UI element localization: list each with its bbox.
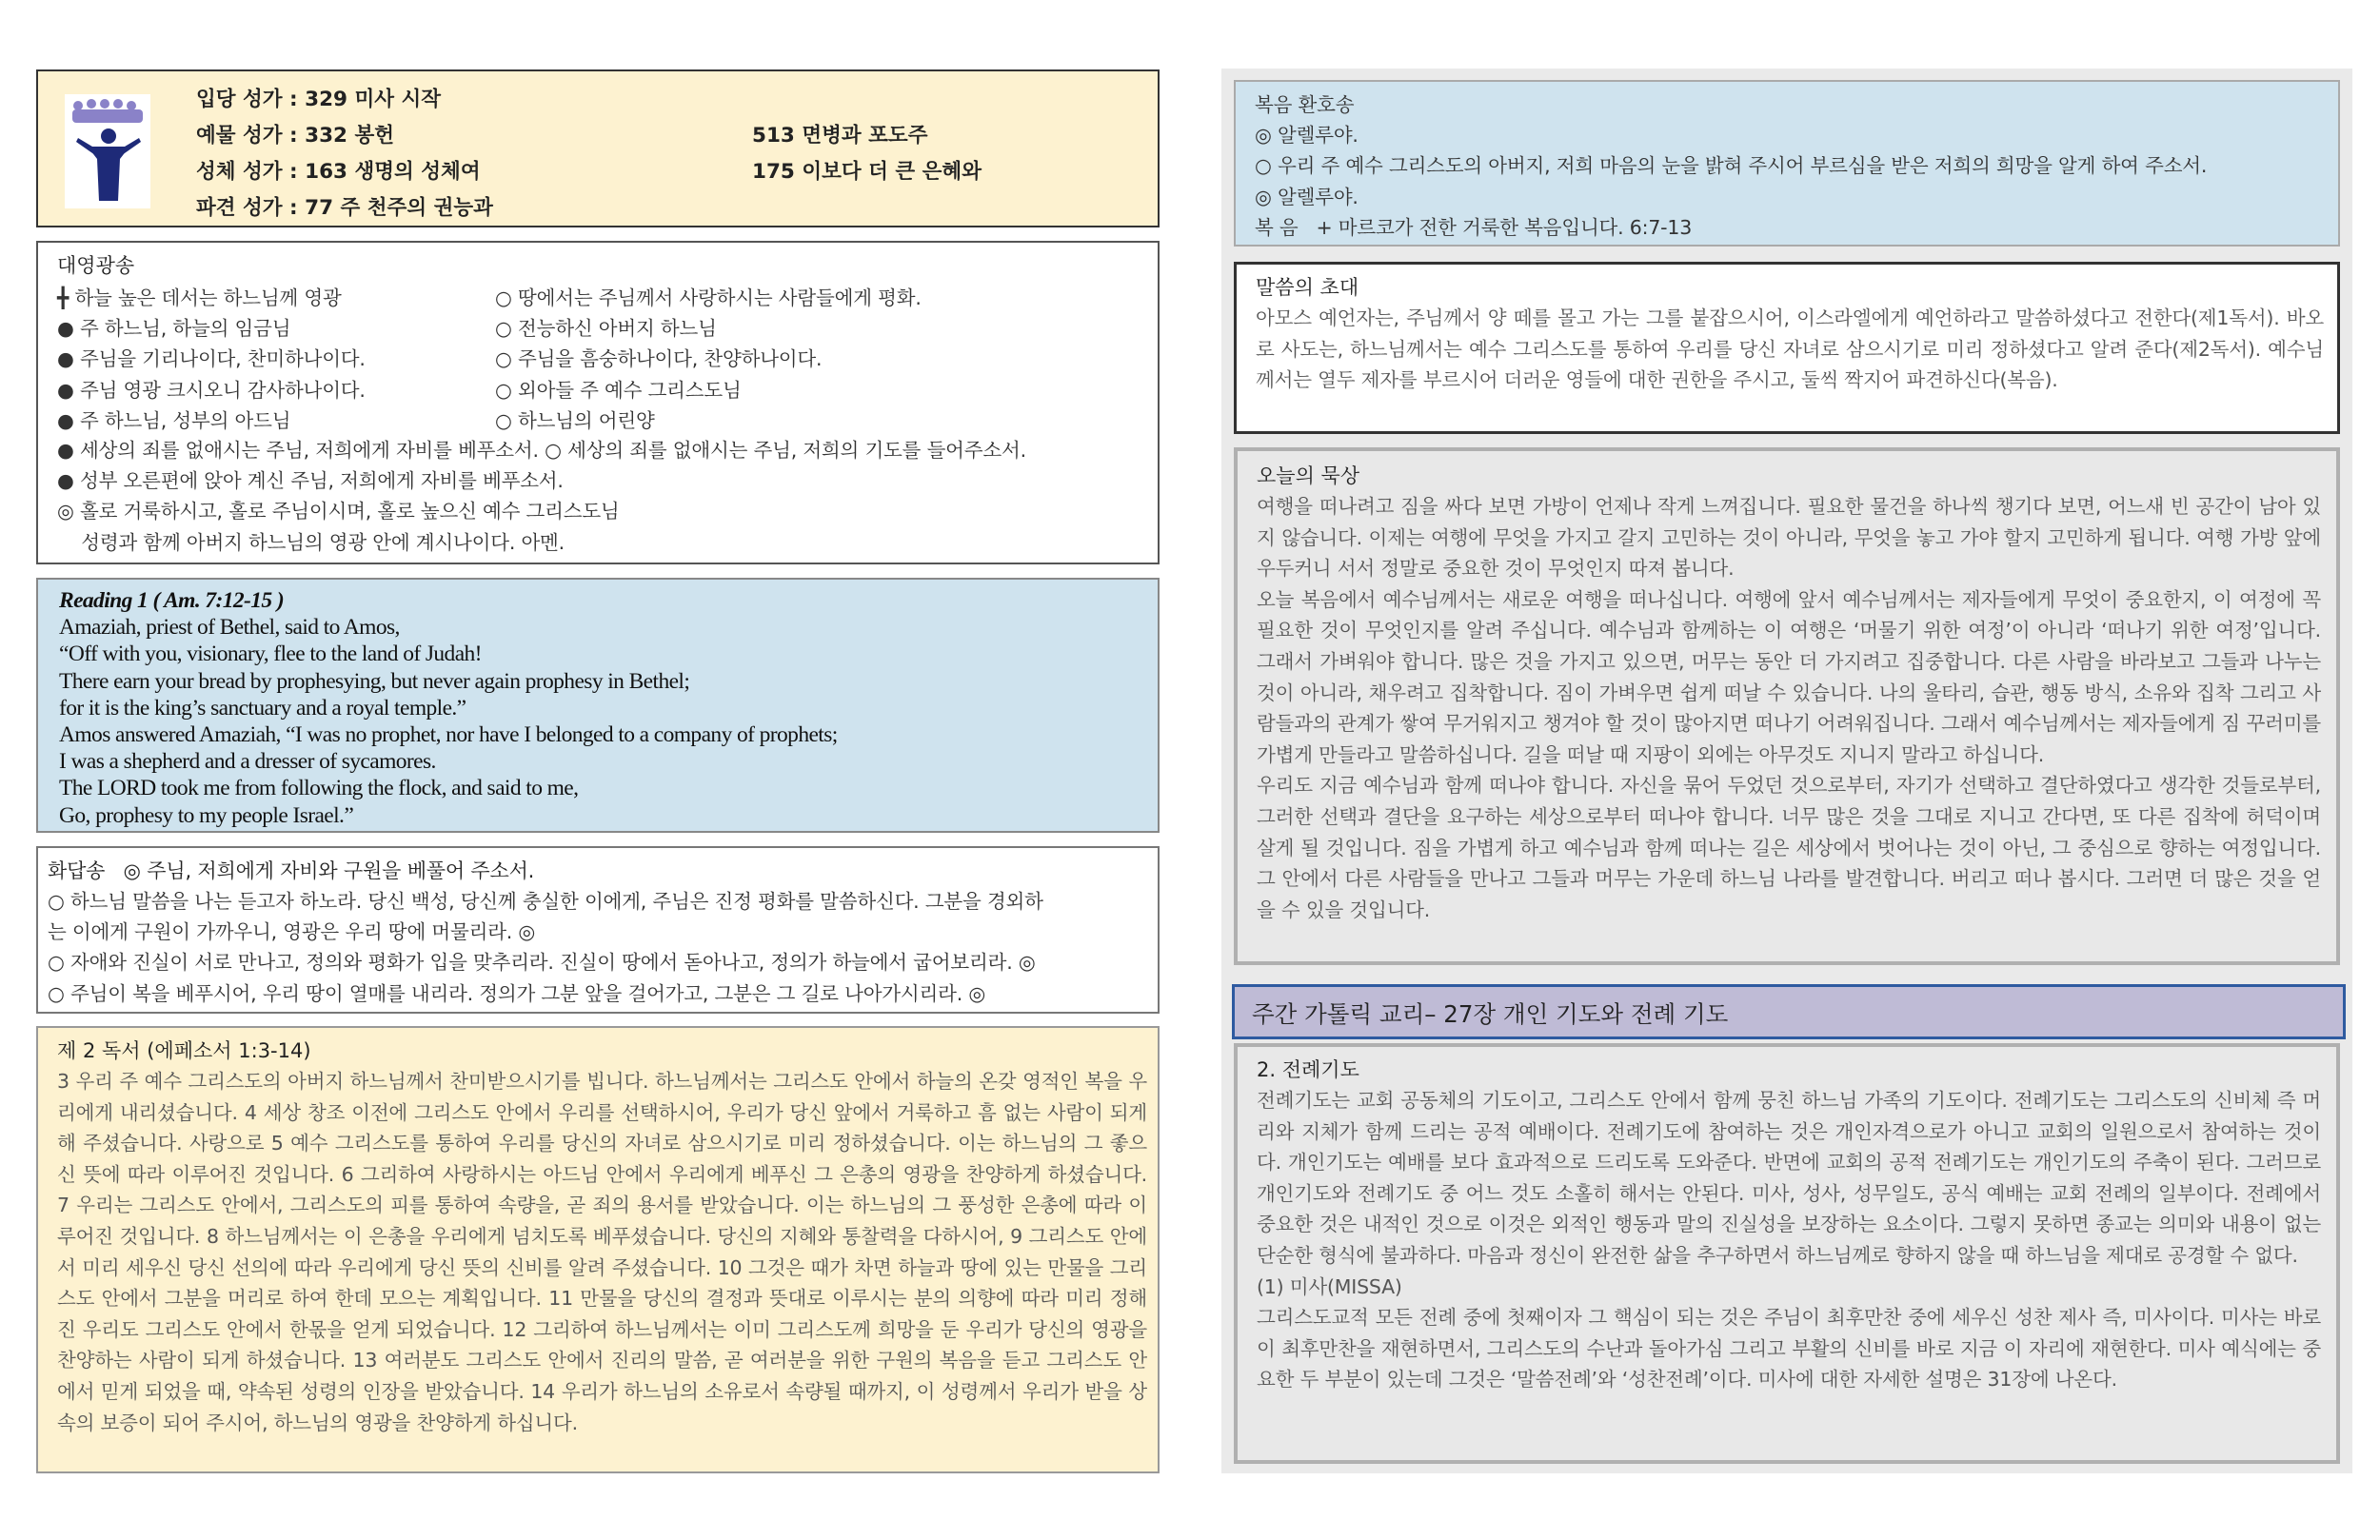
catechism-header-text: 주간 가톨릭 교리– 27장 개인 기도와 전례 기도 <box>1252 1000 1729 1028</box>
gospel-line: 복 음 + 마르코가 전한 거룩한 복음입니다. 6:7-13 <box>1255 215 1693 239</box>
gloria-line: ● 세상의 죄를 없애시는 주님, 저희에게 자비를 베푸소서. ○ 세상의 죄를 없애시는 주님, 저희의 기도를 들어주소서. <box>57 439 1026 462</box>
hymn-offertory-2: 513 면병과 포도주 <box>752 124 928 148</box>
reading1-line: Go, prophesy to my people Israel.” <box>59 802 354 828</box>
reading1-line: The LORD took me from following the flock, and said to me, <box>59 776 579 801</box>
gospel-line: ○ 우리 주 예수 그리스도의 아버지, 저희 마음의 눈을 밝혀 주시어 부르심을 받은 저희의 희망을 알게 하여 주소서. <box>1255 154 2208 178</box>
gospel-line: ◎ 알렐루야. <box>1255 185 1359 208</box>
gloria-line: ○ 전능하신 아버지 하느님 <box>495 317 717 341</box>
reading2-title: 제 2 독서 (에페소서 1:3-14) <box>57 1039 311 1062</box>
catechism-box <box>1234 1043 2340 1464</box>
reading1-box <box>36 578 1160 833</box>
reading1-line: Amaziah, priest of Bethel, said to Amos, <box>59 615 400 641</box>
gospel-line: 복음 환호송 <box>1255 93 1355 116</box>
psalm-box <box>36 846 1160 1014</box>
gloria-line: ○ 땅에서는 주님께서 사랑하시는 사람들에게 평화. <box>495 286 922 309</box>
meditation-paragraph: 여행을 떠나려고 짐을 싸다 보면 가방이 언제나 작게 느껴집니다. 필요한 물건을 하나씩 챙기다 보면, 어느새 빈 공간이 남아 있지 않습니다. 이제는 여행에 무엇을 가지고 갈지 고민하는 것이 아니라, 무엇을 놓고 가야 할지 고민하게 됩니다. 여행 가방 앞에 우두커니 서서 정말로 중요한 것이 무엇인지 따져 봅니다. <box>1257 495 2321 581</box>
reading1-line: “Off with you, visionary, flee to the land of Judah! <box>59 642 482 667</box>
catechism-paragraph: 그리스도교적 모든 전례 중에 첫째이자 그 핵심이 되는 것은 주님이 최후만찬 중에 세우신 성찬 제사 즉, 미사이다. 미사는 바로 이 최후만찬을 재현하면서, 그리스도의 수난과 돌아가심 그리고 부활의 신비를 바로 지금 이 자리에 재현한다. 미사 예식에는 중요한 두 부분이 있는데 그것은 ‘말씀전례’와 ‘성찬전례’이다. 미사에 대한 자세한 설명은 31장에 나온다. <box>1257 1306 2321 1392</box>
hymn-entrance: 입당 성가 : 329 미사 시작 <box>196 88 442 111</box>
hymn-communion-2: 175 이보다 더 큰 은혜와 <box>752 160 982 184</box>
reading1-line: Amos answered Amaziah, “I was no prophet, nor have I belonged to a company of prophets; <box>59 722 838 748</box>
psalm-line: 는 이에게 구원이 가까우니, 영광은 우리 땅에 머물리라. ◎ <box>48 920 536 944</box>
psalm-line: ○ 주님이 복을 베푸시어, 우리 땅이 열매를 내리라. 정의가 그분 앞을 걸어가고, 그분은 그 길로 나아가시리라. ◎ <box>48 981 986 1005</box>
meditation-paragraph: 오늘 복음에서 예수님께서는 새로운 여행을 떠나십니다. 여행에 앞서 예수님께서는 제자들에게 무엇이 중요한지, 이 여정에 꼭 필요한 것이 무엇인지를 알려 주십니다. 예수님과 함께하는 이 여행은 ‘머물기 위한 여정’이 아니라 ‘떠나기 위한 여정’입니다. 그래서 가벼워야 합니다. 많은 것을 가지고 있으면, 머무는 동안 더 가지려고 집중합니다. 다른 사람을 바라보고 그들과 나누는 것이 아니라, 채우려고 집착합니다. 짐이 가벼우면 쉽게 떠날 수 있습니다. 나의 울타리, 습관, 행동 방식, 소유와 집착 그리고 사람들과의 관계가 쌓여 무거워지고 챙겨야 할 것이 많아지면 떠나기 어려워집니다. 그래서 예수님께서는 제자들에게 짐 꾸러미를 가볍게 만들라고 말씀하십니다. 길을 떠날 때 지팡이 외에는 아무것도 지니지 말라고 하십니다. <box>1257 587 2321 766</box>
meditation-paragraph: 우리도 지금 예수님과 함께 떠나야 합니다. 자신을 묶어 두었던 것으로부터, 자기가 선택하고 결단하였다고 생각한 것들로부터, 그러한 선택과 결단을 요구하는 세상으로부터 떠나야 합니다. 너무 많은 것을 그대로 지니고 간다면, 또 다른 집착에 허덕이며 살게 될 것입니다. 짐을 가볍게 하고 예수님과 함께 떠나는 길은 세상에서 벗어나는 것이 아닌, 그 중심으로 향하는 여정입니다. 그 안에서 다른 사람들을 만나고 그들과 머무는 가운데 하느님 나라를 발견합니다. 버리고 떠나 봅시다. 그러면 더 많은 것을 얻을 수 있을 것입니다. <box>1257 774 2321 921</box>
gloria-line: ○ 주님을 흠숭하나이다, 찬양하나이다. <box>495 347 823 371</box>
reading2-box <box>36 1026 1160 1473</box>
hymn-dismissal: 파견 성가 : 77 주 천주의 권능과 <box>196 196 493 220</box>
gloria-line: ◎ 홀로 거룩하시고, 홀로 주님이시며, 홀로 높으신 예수 그리스도님 <box>57 500 620 523</box>
gloria-line: ● 주 하느님, 성부의 아드님 <box>57 408 291 432</box>
catechism-header <box>1232 984 2346 1039</box>
gloria-line: ○ 외아들 주 예수 그리스도님 <box>495 378 742 402</box>
gloria-line: ╋ 하늘 높은 데서는 하느님께 영광 <box>57 286 342 309</box>
catechism-subtitle: 2. 전례기도 <box>1257 1058 1359 1081</box>
invitation-title: 말씀의 초대 <box>1256 276 1359 299</box>
reading2-body: 3 우리 주 예수 그리스도의 아버지 하느님께서 찬미받으시기를 빕니다. 하느님께서는 그리스도 안에서 하늘의 온갖 영적인 복을 우리에게 내리셨습니다. 4 세상 창조 이전에 그리스도 안에서 우리를 선택하시어, 우리가 당신 앞에서 거룩하고 흠 없는 사람이 되게 해 주셨습니다. 사랑으로 5 예수 그리스도를 통하여 우리를 당신의 자녀로 삼으시기로 미리 정하셨습니다. 이는 하느님의 그 좋으신 뜻에 따라 이루어진 것입니다. 6 그리하여 사랑하시는 아드님 안에서 우리에게 베푸신 그 은총의 영광을 찬양하게 하셨습니다. 7 우리는 그리스도 안에서, 그리스도의 피를 통하여 속량을, 곧 죄의 용서를 받았습니다. 이는 하느님의 그 풍성한 은총에 따라 이루어진 것입니다. 8 하느님께서는 이 은총을 우리에게 넘치도록 베푸셨습니다. 당신의 지혜와 통찰력을 다하시어, 9 그리스도 안에서 미리 세우신 당신 선의에 따라 우리에게 당신 뜻의 신비를 알려 주셨습니다. 10 그것은 때가 차면 하늘과 땅에 있는 만물을 그리스도 안에서 그분을 머리로 하여 한데 모으는 계획입니다. 11 만물을 당신의 결정과 뜻대로 이루시는 분의 의향에 따라 미리 정해진 우리도 그리스도 안에서 한몫을 얻게 되었습니다. 12 그리하여 하느님께서는 이미 그리스도께 희망을 둔 우리가 당신의 영광을 찬양하는 사람이 되게 하셨습니다. 13 여러분도 그리스도 안에서 진리의 말씀, 곧 여러분을 위한 구원의 복음을 듣고 그리스도 안에서 믿게 되었을 때, 약속된 성령의 인장을 받았습니다. 14 우리가 하느님의 소유로서 속량될 때까지, 이 성령께서 우리가 받을 상속의 보증이 되어 주시어, 하느님의 영광을 찬양하게 하십니다. <box>57 1070 1147 1434</box>
gloria-line: ● 주님 영광 크시오니 감사하나이다. <box>57 378 366 402</box>
reading1-line: I was a shepherd and a dresser of sycamores. <box>59 749 436 775</box>
catechism-paragraph: 전례기도는 교회 공동체의 기도이고, 그리스도 안에서 함께 뭉친 하느님 가족의 기도이다. 전례기도는 그리스도의 신비체 즉 머리와 지체가 함께 드리는 공적 예배이다. 전례기도에 참여하는 것은 개인자격으로가 아니고 교회의 일원으로서 참여하는 것이다. 개인기도는 예배를 보다 효과적으로 드리도록 도와준다. 반면에 교회의 공적 전례기도는 개인기도의 주축이 된다. 그러므로 개인기도와 전례기도 중 어느 것도 소홀히 해서는 안된다. 미사, 성사, 성무일도, 공식 예배는 교회 전례의 일부이다. 전례에서 중요한 것은 내적인 것으로 이것은 외적인 행동과 말의 진실성을 보장하는 요소이다. 그렇지 못하면 종교는 의미와 내용이 없는 단순한 형식에 불과하다. 마음과 정신이 완전한 삶을 추구하면서 하느님께로 향하지 않을 때 하느님을 제대로 공경할 수 없다. <box>1257 1089 2321 1267</box>
reading1-line: for it is the king’s sanctuary and a royal temple.” <box>59 695 466 721</box>
gloria-box <box>36 241 1160 564</box>
reading1-title: Reading 1 ( Am. 7:12-15 ) <box>59 588 285 613</box>
psalm-line: ○ 하느님 말씀을 나는 듣고자 하노라. 당신 백성, 당신께 충실한 이에게, 주님은 진정 평화를 말씀하신다. 그분을 경외하 <box>48 890 1043 913</box>
meditation-box <box>1234 447 2340 965</box>
gospel-acclamation-box <box>1234 80 2340 247</box>
hymn-communion: 성체 성가 : 163 생명의 성체여 <box>196 160 481 184</box>
choir-logo-icon <box>65 94 150 208</box>
psalm-line: ○ 자애와 진실이 서로 만나고, 정의와 평화가 입을 맞추리라. 진실이 땅에서 돋아나고, 정의가 하늘에서 굽어보리라. ◎ <box>48 951 1036 975</box>
meditation-title: 오늘의 묵상 <box>1257 464 1360 487</box>
gloria-line: ● 주 하느님, 하늘의 임금님 <box>57 317 291 341</box>
invitation-body: 아모스 예언자는, 주님께서 양 떼를 몰고 가는 그를 붙잡으시어, 이스라엘에게 예언하라고 말씀하셨다고 전한다(제1독서). 바오로 사도는, 하느님께서는 예수 그리스도를 통하여 우리를 당신 자녀로 삼으시기로 미리 정하셨다고 알려 준다(제2독서). 예수님께서는 열두 제자를 부르시어 더러운 영들에 대한 권한을 주시고, 둘씩 짝지어 파견하신다(복음). <box>1256 306 2324 392</box>
psalm-title: 화답송 ◎ 주님, 저희에게 자비와 구원을 베풀어 주소서. <box>48 859 535 882</box>
gospel-line: ◎ 알렐루야. <box>1255 124 1359 148</box>
reading1-line: There earn your bread by prophesying, but never again prophesy in Bethel; <box>59 668 690 694</box>
gloria-line: ○ 하느님의 어린양 <box>495 408 655 432</box>
gloria-line: 성령과 함께 아버지 하느님의 영광 안에 계시나이다. 아멘. <box>57 530 565 554</box>
gloria-title: 대영광송 <box>57 254 135 277</box>
gloria-line: ● 성부 오른편에 앉아 계신 주님, 저희에게 자비를 베푸소서. <box>57 469 564 493</box>
gloria-line: ● 주님을 기리나이다, 찬미하나이다. <box>57 347 366 371</box>
hymns-box <box>36 69 1160 227</box>
invitation-box <box>1234 262 2340 434</box>
hymn-offertory: 예물 성가 : 332 봉헌 <box>196 124 395 148</box>
catechism-subheading: (1) 미사(MISSA) <box>1257 1274 1402 1298</box>
